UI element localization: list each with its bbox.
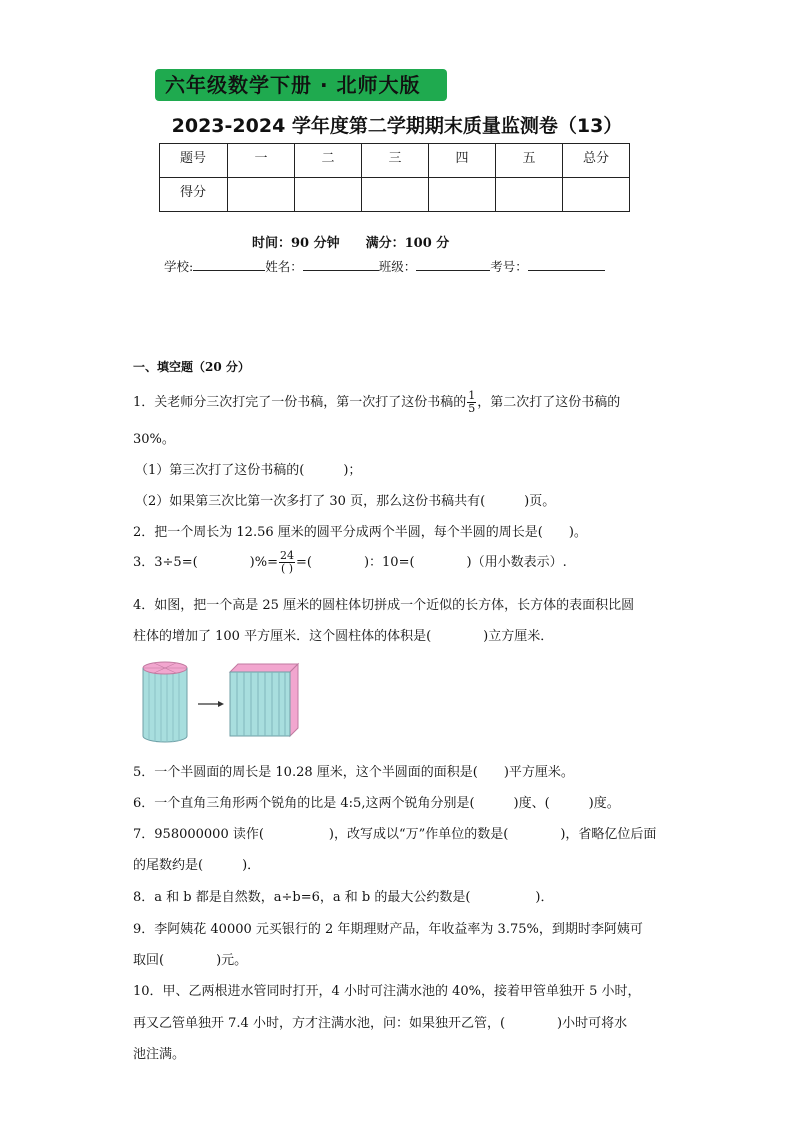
q1-text-b: ，第二次打了这份书稿的 (477, 395, 621, 410)
student-info-line (164, 257, 605, 275)
question-9-line-2: 取回( )元。 (133, 953, 248, 968)
grade-badge: 六年级数学下册 · 北师大版 (155, 69, 447, 101)
question-4-line-1: 4．如图，把一个高是 25 厘米的圆柱体切拼成一个近似的长方体，长方体的表面积比圆 (133, 598, 635, 613)
full-score: 满分：100 分 (365, 236, 450, 251)
question-6: 6．一个直角三角形两个锐角的比是 4:5,这两个锐角分别是( )度、( )度。 (133, 796, 620, 811)
school-label: 学校: (164, 259, 194, 274)
cuboid-illustration (230, 664, 298, 736)
exam-time: 时间：90 分钟 (252, 236, 340, 251)
exam-title: 2023-2024 学年度第二学期期末质量监测卷（13） (171, 115, 623, 137)
score-cell[interactable] (563, 178, 630, 212)
q1-text-a: 1．关老师分三次打完了一份书稿，第一次打了这份书稿的 (133, 395, 467, 410)
question-5: 5．一个半圆面的周长是 10.28 厘米，这个半圆面的面积是( )平方厘米。 (133, 765, 574, 780)
question-1-part-1: （1）第三次打了这份书稿的( )； (135, 463, 362, 478)
score-cell[interactable] (295, 178, 362, 212)
q3-text-b: =( )：10=( )（用小数表示）. (296, 555, 567, 570)
q3-fraction-numerator: 24 (280, 549, 294, 562)
header-cell: 总分 (563, 144, 630, 178)
cylinder-illustration (143, 662, 187, 742)
header-cell: 二 (295, 144, 362, 178)
school-blank[interactable] (193, 258, 265, 271)
class-label: 班级： (378, 259, 417, 274)
q3-text-a: 3．3÷5=( )%= (133, 555, 278, 570)
name-label: 姓名： (265, 259, 303, 274)
score-table (159, 143, 630, 212)
question-10-line-2: 再又乙管单独开 7.4 小时，方才注满水池，问：如果独开乙管，( )小时可将水 (133, 1016, 628, 1031)
header-cell: 三 (362, 144, 429, 178)
q1-fraction-denominator: 5 (468, 402, 476, 415)
question-2: 2．把一个周长为 12.56 厘米的圆平分成两个半圆，每个半圆的周长是( )。 (133, 525, 587, 540)
question-9-line-1: 9．李阿姨花 40000 元买银行的 2 年期理财产品，年收益率为 3.75%，到期时李阿姨可 (133, 922, 643, 937)
score-table-score-row (160, 178, 630, 212)
name-blank[interactable] (303, 258, 379, 271)
q3-fraction-denominator: ( ) (280, 562, 294, 575)
question-1-part-2: （2）如果第三次比第一次多打了 30 页，那么这份书稿共有( )页。 (135, 494, 556, 509)
section-title: 一、填空题（20 分） (133, 360, 250, 374)
question-8: 8．a 和 b 都是自然数，a÷b=6，a 和 b 的最大公约数是( )． (133, 890, 554, 905)
q1-fraction-numerator: 1 (468, 389, 476, 402)
header-cell: 一 (228, 144, 295, 178)
question-10-line-1: 10．甲、乙两根进水管同时打开，4 小时可注满水池的 40%，接着甲管单独开 5 小时， (133, 984, 641, 999)
score-cell[interactable] (362, 178, 429, 212)
score-cell[interactable] (496, 178, 563, 212)
score-table-header-row (160, 144, 630, 178)
question-7-line-2: 的尾数约是( )． (133, 858, 261, 873)
q1-fraction (467, 390, 476, 415)
score-cell[interactable] (429, 178, 496, 212)
question-10-line-3: 池注满。 (133, 1047, 186, 1062)
score-row-label: 得分 (160, 178, 228, 212)
question-7-line-1: 7．958000000 读作( )，改写成以“万”作单位的数是( )，省略亿位后面 (133, 827, 657, 842)
score-cell[interactable] (228, 178, 295, 212)
number-blank[interactable] (528, 258, 605, 271)
question-1 (133, 390, 620, 415)
question-1-line-2: 30%。 (133, 432, 175, 447)
number-label: 考号： (490, 259, 528, 274)
class-blank[interactable] (416, 258, 490, 271)
header-cell: 题号 (160, 144, 228, 178)
question-4-line-2: 柱体的增加了 100 平方厘米．这个圆柱体的体积是( )立方厘米． (133, 629, 554, 644)
header-cell: 四 (429, 144, 496, 178)
arrow-icon (198, 701, 224, 707)
cylinder-to-cuboid-figure (140, 658, 310, 744)
question-3 (133, 550, 567, 575)
exam-time-and-score (252, 232, 449, 251)
header-cell: 五 (496, 144, 563, 178)
q3-fraction (279, 550, 295, 575)
